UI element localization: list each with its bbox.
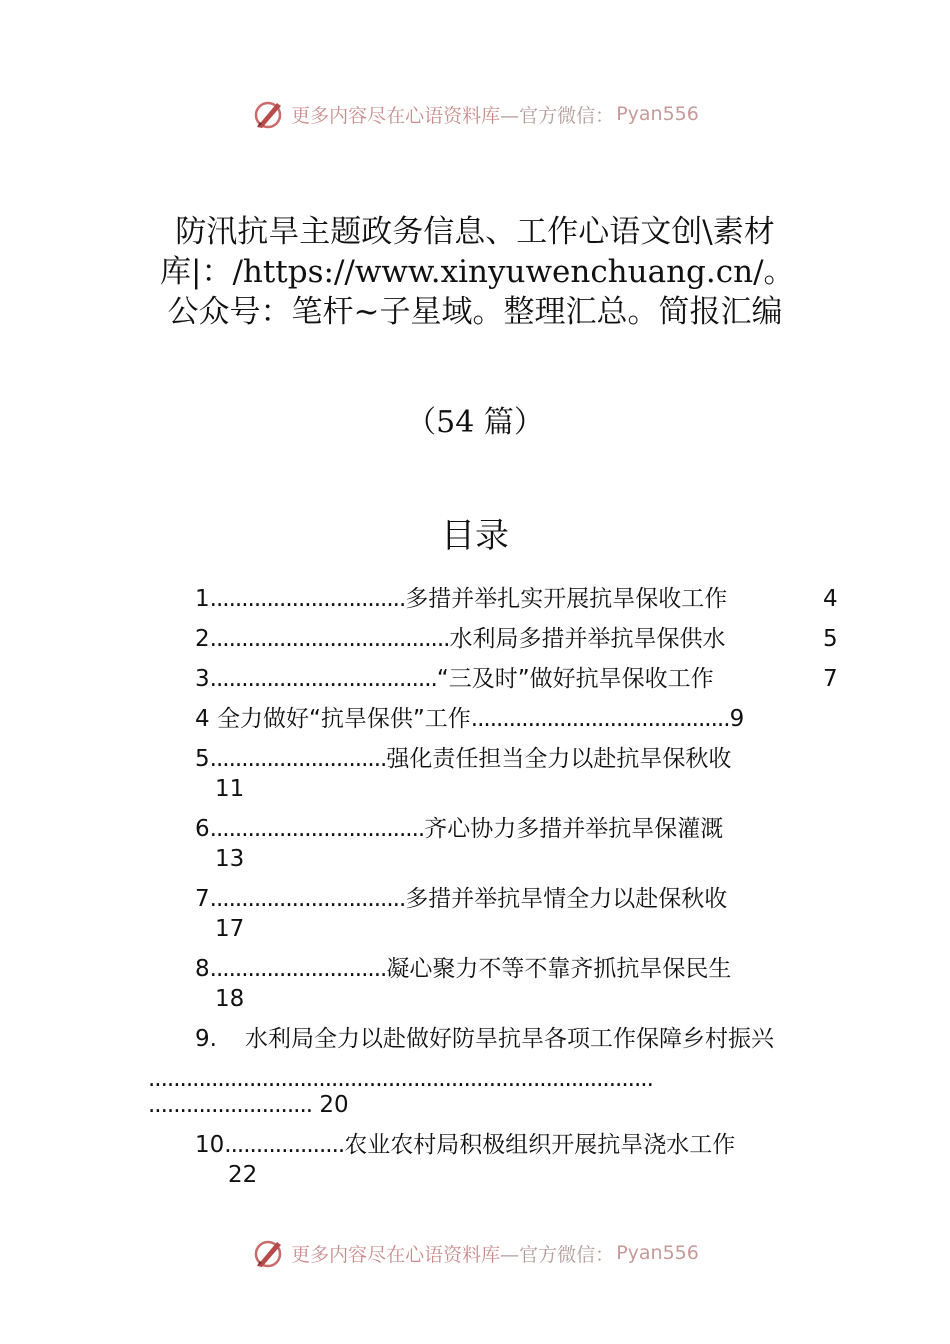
toc-entry[interactable] — [195, 814, 723, 844]
toc-entry-number: 6 — [195, 816, 210, 842]
toc-entry-number: 2 — [195, 626, 210, 652]
toc-entry-page: 9 — [729, 706, 745, 732]
toc-entry[interactable] — [195, 1024, 774, 1054]
toc-entry[interactable] — [195, 664, 714, 694]
toc-entry-leader: ............................ — [209, 746, 387, 772]
toc-entry-leader: ................... — [224, 1132, 345, 1158]
toc-entry-title: 水利局多措并举抗旱保供水 — [449, 626, 726, 652]
toc-entry-leader: ................................................................................ — [148, 1066, 653, 1092]
article-count: （54 篇） — [406, 405, 544, 440]
toc-entry[interactable] — [195, 624, 725, 654]
toc-entry[interactable] — [195, 954, 731, 984]
toc-entry-title: 强化责任担当全力以赴抗旱保秋收 — [386, 746, 732, 772]
toc-entry[interactable] — [195, 1130, 735, 1160]
toc-entry-number: 8 — [195, 956, 210, 982]
watermark-wechat-id: Pyan556 — [616, 1242, 699, 1264]
toc-entry-title: 多措并举扎实开展抗旱保收工作 — [405, 586, 728, 612]
toc-entry-title: 农业农村局积极组织开展抗旱浇水工作 — [344, 1132, 736, 1158]
toc-entry-title: 凝心聚力不等不靠齐抓抗旱保民生 — [386, 956, 732, 982]
watermark-footer — [0, 1233, 950, 1273]
toc-entry-number: 7 — [195, 886, 210, 912]
pen-logo-icon — [251, 1236, 285, 1270]
watermark-separator: —官方微信： — [500, 104, 615, 127]
toc-entry-leader: .................................. — [209, 816, 425, 842]
toc-entry-leader: ...................................... — [209, 626, 450, 652]
toc-entry-leader: ............................... — [209, 586, 406, 612]
toc-entry-number: 5 — [195, 746, 210, 772]
toc-entry-title: 水利局全力以赴做好防旱抗旱各项工作保障乡村振兴 — [244, 1026, 774, 1052]
toc-entry-leader: .......................... — [148, 1092, 313, 1118]
toc-entry-number: 4 — [195, 706, 210, 732]
toc-entry-page: 20 — [319, 1092, 349, 1118]
toc-entry-page: 13 — [215, 846, 245, 872]
toc-entry-number: 1 — [195, 586, 210, 612]
toc-entry-continued — [148, 1090, 349, 1120]
toc-entry-number: 10 — [195, 1132, 225, 1158]
toc-entry-number: 3 — [195, 666, 210, 692]
toc-entry-page: 5 — [823, 626, 838, 652]
toc-entry-page: 7 — [823, 666, 838, 692]
toc-entry-page: 18 — [215, 986, 245, 1012]
toc-entry[interactable] — [195, 884, 727, 914]
toc-entry-page: 11 — [215, 776, 245, 802]
watermark-text: 更多内容尽在心语资料库 — [291, 1243, 501, 1266]
toc-entry-page: 22 — [228, 1162, 258, 1188]
toc-entry-title: 多措并举抗旱情全力以赴保秋收 — [405, 886, 728, 912]
toc-entry-leader: ............................... — [209, 886, 406, 912]
toc-entry[interactable] — [195, 744, 731, 774]
toc-entry[interactable] — [195, 584, 727, 614]
watermark-separator: —官方微信： — [500, 1243, 615, 1266]
watermark-header — [0, 94, 950, 134]
toc-entry-title: 全力做好“抗旱保供”工作 — [216, 706, 471, 732]
toc-entry-leader: ............................ — [209, 956, 387, 982]
toc-entry-page: 17 — [215, 916, 245, 942]
watermark-wechat-id: Pyan556 — [616, 103, 699, 125]
document-title: 防汛抗旱主题政务信息、工作心语文创\素材库|：/https://www.xinyuwenchuang.cn/。公众号：笔杆~子星域。整理汇总。简报汇编 — [160, 214, 795, 330]
toc-entry-title: “三及时”做好抗旱保收工作 — [436, 666, 714, 692]
pen-logo-icon — [251, 97, 285, 131]
toc-entry-number: 9. — [195, 1026, 217, 1052]
watermark-text: 更多内容尽在心语资料库 — [291, 104, 501, 127]
toc-entry-title: 齐心协力多措并举抗旱保灌溉 — [424, 816, 724, 842]
toc-entry-leader: .................................... — [209, 666, 437, 692]
toc-heading: 目录 — [441, 516, 509, 556]
toc-entry[interactable] — [195, 704, 744, 734]
toc-entry-leader: ......................................... — [470, 706, 730, 732]
toc-entry-page: 4 — [823, 586, 838, 612]
